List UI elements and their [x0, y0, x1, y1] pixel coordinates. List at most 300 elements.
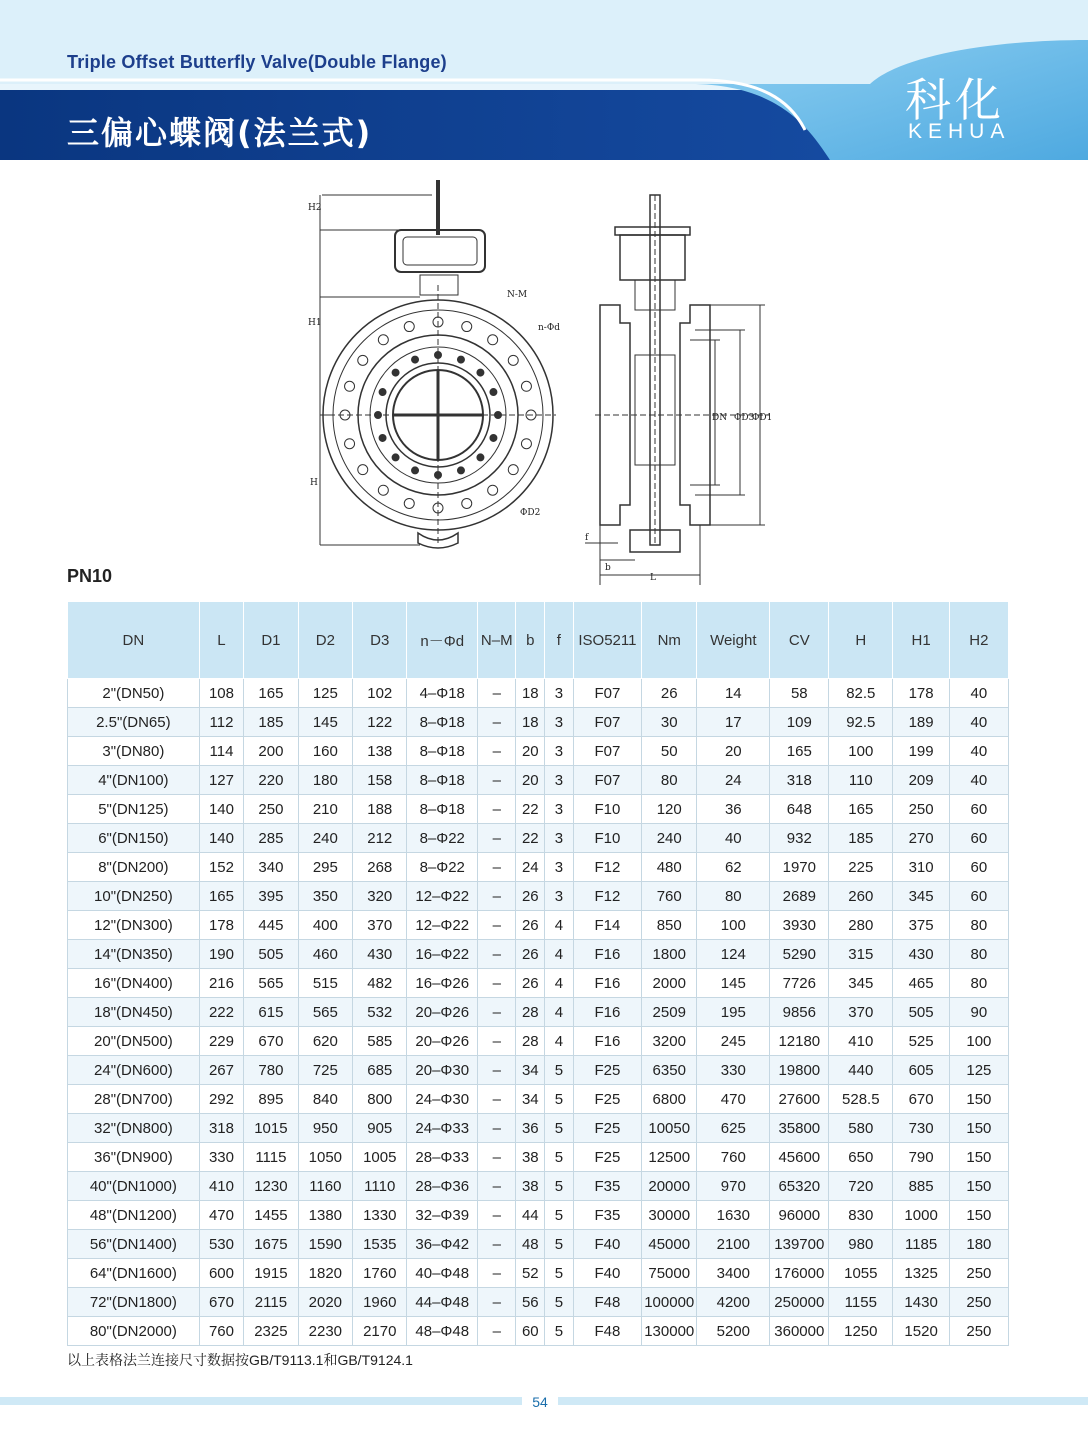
table-cell: 36"(DN900): [68, 1143, 200, 1172]
table-cell: 430: [893, 940, 949, 969]
column-header: D3: [353, 602, 407, 679]
table-cell: 34: [516, 1056, 545, 1085]
table-cell: 125: [298, 679, 352, 708]
table-cell: 122: [353, 708, 407, 737]
table-row: [68, 969, 1009, 998]
table-cell: 5: [545, 1085, 573, 1114]
bolt-hole: [378, 335, 388, 345]
table-cell: 270: [893, 824, 949, 853]
table-cell: 528.5: [829, 1085, 893, 1114]
table-cell: 650: [829, 1143, 893, 1172]
table-cell: 185: [829, 824, 893, 853]
bolt-hole: [488, 335, 498, 345]
table-cell: 36: [516, 1114, 545, 1143]
table-cell: 26: [516, 882, 545, 911]
table-cell: 6800: [642, 1085, 697, 1114]
table-cell: 315: [829, 940, 893, 969]
table-cell: 5"(DN125): [68, 795, 200, 824]
table-cell: 2100: [697, 1230, 770, 1259]
table-cell: 188: [353, 795, 407, 824]
table-cell: –: [478, 1317, 516, 1346]
table-cell: 3: [545, 679, 573, 708]
table-cell: –: [478, 1143, 516, 1172]
table-cell: 1330: [353, 1201, 407, 1230]
table-cell: 250: [949, 1259, 1008, 1288]
table-cell: 1015: [244, 1114, 298, 1143]
table-cell: 345: [829, 969, 893, 998]
table-cell: 970: [697, 1172, 770, 1201]
table-cell: 14: [697, 679, 770, 708]
table-cell: 1915: [244, 1259, 298, 1288]
table-cell: 26: [516, 969, 545, 998]
bolt-hole: [345, 381, 355, 391]
inner-bolt: [477, 454, 484, 461]
label-b: b: [605, 563, 611, 573]
table-cell: 8–Φ18: [407, 795, 478, 824]
table-cell: 22: [516, 795, 545, 824]
table-cell: 470: [697, 1085, 770, 1114]
label-n-m: N-M: [507, 290, 528, 300]
table-cell: 64"(DN1600): [68, 1259, 200, 1288]
table-cell: 525: [893, 1027, 949, 1056]
table-cell: 28–Φ36: [407, 1172, 478, 1201]
column-header: CV: [770, 602, 829, 679]
table-cell: 120: [642, 795, 697, 824]
table-cell: 60: [949, 824, 1008, 853]
table-cell: 410: [829, 1027, 893, 1056]
table-cell: F10: [573, 795, 642, 824]
table-cell: 840: [298, 1085, 352, 1114]
table-cell: 24–Φ30: [407, 1085, 478, 1114]
inner-bolt: [435, 472, 442, 479]
table-cell: 16–Φ26: [407, 969, 478, 998]
table-cell: 96000: [770, 1201, 829, 1230]
table-cell: –: [478, 969, 516, 998]
table-cell: 950: [298, 1114, 352, 1143]
table-cell: 375: [893, 911, 949, 940]
table-cell: 310: [893, 853, 949, 882]
table-cell: 36: [697, 795, 770, 824]
table-cell: 150: [949, 1114, 1008, 1143]
table-cell: F07: [573, 708, 642, 737]
table-cell: 5: [545, 1230, 573, 1259]
table-row: [68, 795, 1009, 824]
table-cell: 209: [893, 766, 949, 795]
table-cell: 28–Φ33: [407, 1143, 478, 1172]
table-row: [68, 1259, 1009, 1288]
table-cell: 620: [298, 1027, 352, 1056]
table-cell: 48"(DN1200): [68, 1201, 200, 1230]
table-cell: 2"(DN50): [68, 679, 200, 708]
table-cell: 4–Φ18: [407, 679, 478, 708]
table-cell: 625: [697, 1114, 770, 1143]
table-cell: 250000: [770, 1288, 829, 1317]
table-cell: F35: [573, 1172, 642, 1201]
table-cell: 48–Φ48: [407, 1317, 478, 1346]
bolt-hole: [378, 485, 388, 495]
table-cell: 60: [949, 882, 1008, 911]
table-cell: 600: [199, 1259, 243, 1288]
table-cell: 1970: [770, 853, 829, 882]
label-d1: ΦD1: [752, 413, 773, 423]
table-cell: 1520: [893, 1317, 949, 1346]
table-cell: 1110: [353, 1172, 407, 1201]
label-d2: ΦD2: [520, 508, 541, 518]
table-cell: –: [478, 1085, 516, 1114]
table-cell: 670: [199, 1288, 243, 1317]
table-cell: 150: [949, 1201, 1008, 1230]
table-cell: 3: [545, 708, 573, 737]
inner-bolt: [490, 389, 497, 396]
table-row: [68, 1288, 1009, 1317]
column-header: Weight: [697, 602, 770, 679]
table-cell: 225: [829, 853, 893, 882]
column-header: DN: [68, 602, 200, 679]
table-cell: 100: [949, 1027, 1008, 1056]
table-cell: 80"(DN2000): [68, 1317, 200, 1346]
table-row: [68, 853, 1009, 882]
table-cell: 648: [770, 795, 829, 824]
table-cell: 180: [298, 766, 352, 795]
table-cell: 3930: [770, 911, 829, 940]
table-cell: –: [478, 824, 516, 853]
table-cell: 1185: [893, 1230, 949, 1259]
column-header: Nm: [642, 602, 697, 679]
table-cell: 720: [829, 1172, 893, 1201]
label-h: H: [310, 478, 318, 488]
page-title-cn: 三偏心蝶阀(法兰式): [67, 114, 373, 152]
table-cell: 80: [697, 882, 770, 911]
bolt-hole: [488, 485, 498, 495]
table-cell: 152: [199, 853, 243, 882]
table-cell: 100: [829, 737, 893, 766]
table-cell: –: [478, 1259, 516, 1288]
table-cell: 370: [829, 998, 893, 1027]
table-cell: 5: [545, 1172, 573, 1201]
table-cell: 2170: [353, 1317, 407, 1346]
table-cell: 32"(DN800): [68, 1114, 200, 1143]
table-cell: 8–Φ22: [407, 853, 478, 882]
table-cell: 75000: [642, 1259, 697, 1288]
table-cell: 8–Φ18: [407, 708, 478, 737]
table-cell: 318: [770, 766, 829, 795]
table-cell: 515: [298, 969, 352, 998]
table-cell: 5: [545, 1143, 573, 1172]
table-cell: –: [478, 1027, 516, 1056]
table-cell: 20–Φ30: [407, 1056, 478, 1085]
table-cell: 190: [199, 940, 243, 969]
column-header: L: [199, 602, 243, 679]
table-body: [68, 679, 1009, 1346]
table-cell: 40: [949, 737, 1008, 766]
table-cell: 212: [353, 824, 407, 853]
table-cell: 1455: [244, 1201, 298, 1230]
table-cell: F25: [573, 1114, 642, 1143]
table-cell: 8–Φ22: [407, 824, 478, 853]
table-cell: F16: [573, 1027, 642, 1056]
table-cell: 109: [770, 708, 829, 737]
table-cell: 1250: [829, 1317, 893, 1346]
table-cell: F07: [573, 679, 642, 708]
table-cell: 24–Φ33: [407, 1114, 478, 1143]
inner-bolt: [457, 467, 464, 474]
label-n-d: n-Φd: [538, 323, 560, 333]
table-cell: 195: [697, 998, 770, 1027]
table-cell: 150: [949, 1085, 1008, 1114]
inner-bolt: [495, 412, 502, 419]
table-cell: 505: [244, 940, 298, 969]
table-row: [68, 1114, 1009, 1143]
table-cell: 150: [949, 1172, 1008, 1201]
table-cell: 90: [949, 998, 1008, 1027]
label-dn: DN: [712, 413, 728, 423]
table-cell: 5: [545, 1317, 573, 1346]
table-cell: F25: [573, 1085, 642, 1114]
bolt-hole: [508, 465, 518, 475]
table-cell: 5290: [770, 940, 829, 969]
table-cell: 250: [949, 1288, 1008, 1317]
table-cell: 114: [199, 737, 243, 766]
table-cell: 440: [829, 1056, 893, 1085]
table-cell: 34: [516, 1085, 545, 1114]
table-cell: 482: [353, 969, 407, 998]
table-cell: 3200: [642, 1027, 697, 1056]
table-cell: 445: [244, 911, 298, 940]
column-header: H1: [893, 602, 949, 679]
table-cell: 885: [893, 1172, 949, 1201]
table-cell: 40: [949, 679, 1008, 708]
table-cell: –: [478, 766, 516, 795]
bolt-hole: [345, 439, 355, 449]
table-cell: 2115: [244, 1288, 298, 1317]
table-cell: –: [478, 708, 516, 737]
table-cell: –: [478, 940, 516, 969]
table-cell: 130000: [642, 1317, 697, 1346]
table-cell: 165: [829, 795, 893, 824]
table-cell: 267: [199, 1056, 243, 1085]
table-cell: 1960: [353, 1288, 407, 1317]
table-cell: 18"(DN450): [68, 998, 200, 1027]
table-cell: 345: [893, 882, 949, 911]
table-cell: 1630: [697, 1201, 770, 1230]
table-cell: 100000: [642, 1288, 697, 1317]
table-cell: 112: [199, 708, 243, 737]
table-cell: 12–Φ22: [407, 911, 478, 940]
label-l: L: [650, 573, 656, 583]
table-cell: 2689: [770, 882, 829, 911]
table-cell: 932: [770, 824, 829, 853]
table-cell: 760: [199, 1317, 243, 1346]
table-cell: 216: [199, 969, 243, 998]
column-header: H2: [949, 602, 1008, 679]
table-cell: F16: [573, 969, 642, 998]
table-cell: 9856: [770, 998, 829, 1027]
table-cell: 189: [893, 708, 949, 737]
table-cell: 30000: [642, 1201, 697, 1230]
front-view: [320, 180, 556, 548]
table-cell: 250: [244, 795, 298, 824]
table-cell: 22: [516, 824, 545, 853]
inner-bolt: [375, 412, 382, 419]
bolt-hole: [404, 322, 414, 332]
table-cell: 48: [516, 1230, 545, 1259]
table-cell: 1160: [298, 1172, 352, 1201]
table-cell: 7726: [770, 969, 829, 998]
table-cell: 140: [199, 795, 243, 824]
table-cell: 6"(DN150): [68, 824, 200, 853]
table-cell: 3400: [697, 1259, 770, 1288]
table-cell: 4: [545, 969, 573, 998]
table-cell: 268: [353, 853, 407, 882]
table-cell: 40: [949, 766, 1008, 795]
table-cell: 2230: [298, 1317, 352, 1346]
table-row: [68, 1172, 1009, 1201]
table-cell: 62: [697, 853, 770, 882]
table-cell: 2000: [642, 969, 697, 998]
table-row: [68, 737, 1009, 766]
column-header: ISO5211: [573, 602, 642, 679]
table-cell: 350: [298, 882, 352, 911]
table-cell: 52: [516, 1259, 545, 1288]
table-cell: 280: [829, 911, 893, 940]
table-cell: 176000: [770, 1259, 829, 1288]
table-cell: –: [478, 998, 516, 1027]
table-cell: 220: [244, 766, 298, 795]
table-cell: –: [478, 1056, 516, 1085]
table-cell: 26: [516, 940, 545, 969]
table-cell: 26: [642, 679, 697, 708]
table-row: [68, 1085, 1009, 1114]
table-cell: 295: [298, 853, 352, 882]
table-cell: 2509: [642, 998, 697, 1027]
table-cell: 580: [829, 1114, 893, 1143]
table-cell: 20: [697, 737, 770, 766]
table-cell: 60: [949, 853, 1008, 882]
table-cell: 160: [298, 737, 352, 766]
table-cell: 20"(DN500): [68, 1027, 200, 1056]
table-cell: 12500: [642, 1143, 697, 1172]
column-header: D1: [244, 602, 298, 679]
table-row: [68, 1027, 1009, 1056]
table-cell: 1760: [353, 1259, 407, 1288]
table-cell: 38: [516, 1172, 545, 1201]
table-cell: 1325: [893, 1259, 949, 1288]
table-row: [68, 1056, 1009, 1085]
inner-bolt: [412, 356, 419, 363]
table-cell: 1115: [244, 1143, 298, 1172]
table-cell: F10: [573, 824, 642, 853]
table-cell: 102: [353, 679, 407, 708]
table-header-row: [68, 602, 1009, 679]
table-cell: F48: [573, 1317, 642, 1346]
table-cell: 4: [545, 998, 573, 1027]
table-cell: 229: [199, 1027, 243, 1056]
table-cell: –: [478, 1201, 516, 1230]
table-cell: 1590: [298, 1230, 352, 1259]
table-cell: 830: [829, 1201, 893, 1230]
column-header: f: [545, 602, 573, 679]
table-cell: 2325: [244, 1317, 298, 1346]
table-cell: 40: [697, 824, 770, 853]
table-cell: F25: [573, 1056, 642, 1085]
table-cell: 670: [244, 1027, 298, 1056]
table-row: [68, 1201, 1009, 1230]
table-cell: 40"(DN1000): [68, 1172, 200, 1201]
table-cell: –: [478, 795, 516, 824]
table-cell: 222: [199, 998, 243, 1027]
table-cell: 4: [545, 940, 573, 969]
table-cell: 35800: [770, 1114, 829, 1143]
table-cell: F12: [573, 882, 642, 911]
table-cell: 3"(DN80): [68, 737, 200, 766]
table-cell: 532: [353, 998, 407, 1027]
table-cell: 19800: [770, 1056, 829, 1085]
table-cell: 72"(DN1800): [68, 1288, 200, 1317]
bolt-hole: [462, 498, 472, 508]
table-cell: 165: [244, 679, 298, 708]
table-cell: 3: [545, 766, 573, 795]
table-cell: 12180: [770, 1027, 829, 1056]
table-cell: 505: [893, 998, 949, 1027]
table-cell: 44: [516, 1201, 545, 1230]
column-header: D2: [298, 602, 352, 679]
table-cell: 780: [244, 1056, 298, 1085]
table-cell: 340: [244, 853, 298, 882]
table-cell: 38: [516, 1143, 545, 1172]
bolt-hole: [508, 355, 518, 365]
table-cell: 58: [770, 679, 829, 708]
table-cell: 60: [516, 1317, 545, 1346]
table-cell: 790: [893, 1143, 949, 1172]
table-cell: 370: [353, 911, 407, 940]
table-row: [68, 940, 1009, 969]
table-cell: 760: [697, 1143, 770, 1172]
table-cell: 124: [697, 940, 770, 969]
table-cell: 32–Φ39: [407, 1201, 478, 1230]
table-cell: –: [478, 1230, 516, 1259]
table-cell: 245: [697, 1027, 770, 1056]
inner-bolt: [379, 389, 386, 396]
valve-drawing-svg: [300, 175, 780, 595]
table-cell: 20: [516, 766, 545, 795]
column-header: H: [829, 602, 893, 679]
table-cell: 165: [770, 737, 829, 766]
table-cell: 2.5"(DN65): [68, 708, 200, 737]
table-cell: 45600: [770, 1143, 829, 1172]
table-cell: 430: [353, 940, 407, 969]
label-f: f: [585, 533, 589, 543]
table-row: [68, 708, 1009, 737]
table-cell: 400: [298, 911, 352, 940]
table-cell: 60: [949, 795, 1008, 824]
table-cell: 5: [545, 1288, 573, 1317]
table-cell: 1535: [353, 1230, 407, 1259]
table-cell: 125: [949, 1056, 1008, 1085]
table-cell: 44–Φ48: [407, 1288, 478, 1317]
column-header: N–M: [478, 602, 516, 679]
table-cell: 605: [893, 1056, 949, 1085]
bolt-hole: [521, 381, 531, 391]
table-cell: 140: [199, 824, 243, 853]
table-cell: 92.5: [829, 708, 893, 737]
table-cell: F48: [573, 1288, 642, 1317]
table-cell: F25: [573, 1143, 642, 1172]
table-row: [68, 1230, 1009, 1259]
table-cell: 3: [545, 853, 573, 882]
inner-bolt: [392, 454, 399, 461]
table-cell: 178: [199, 911, 243, 940]
table-cell: 18: [516, 679, 545, 708]
